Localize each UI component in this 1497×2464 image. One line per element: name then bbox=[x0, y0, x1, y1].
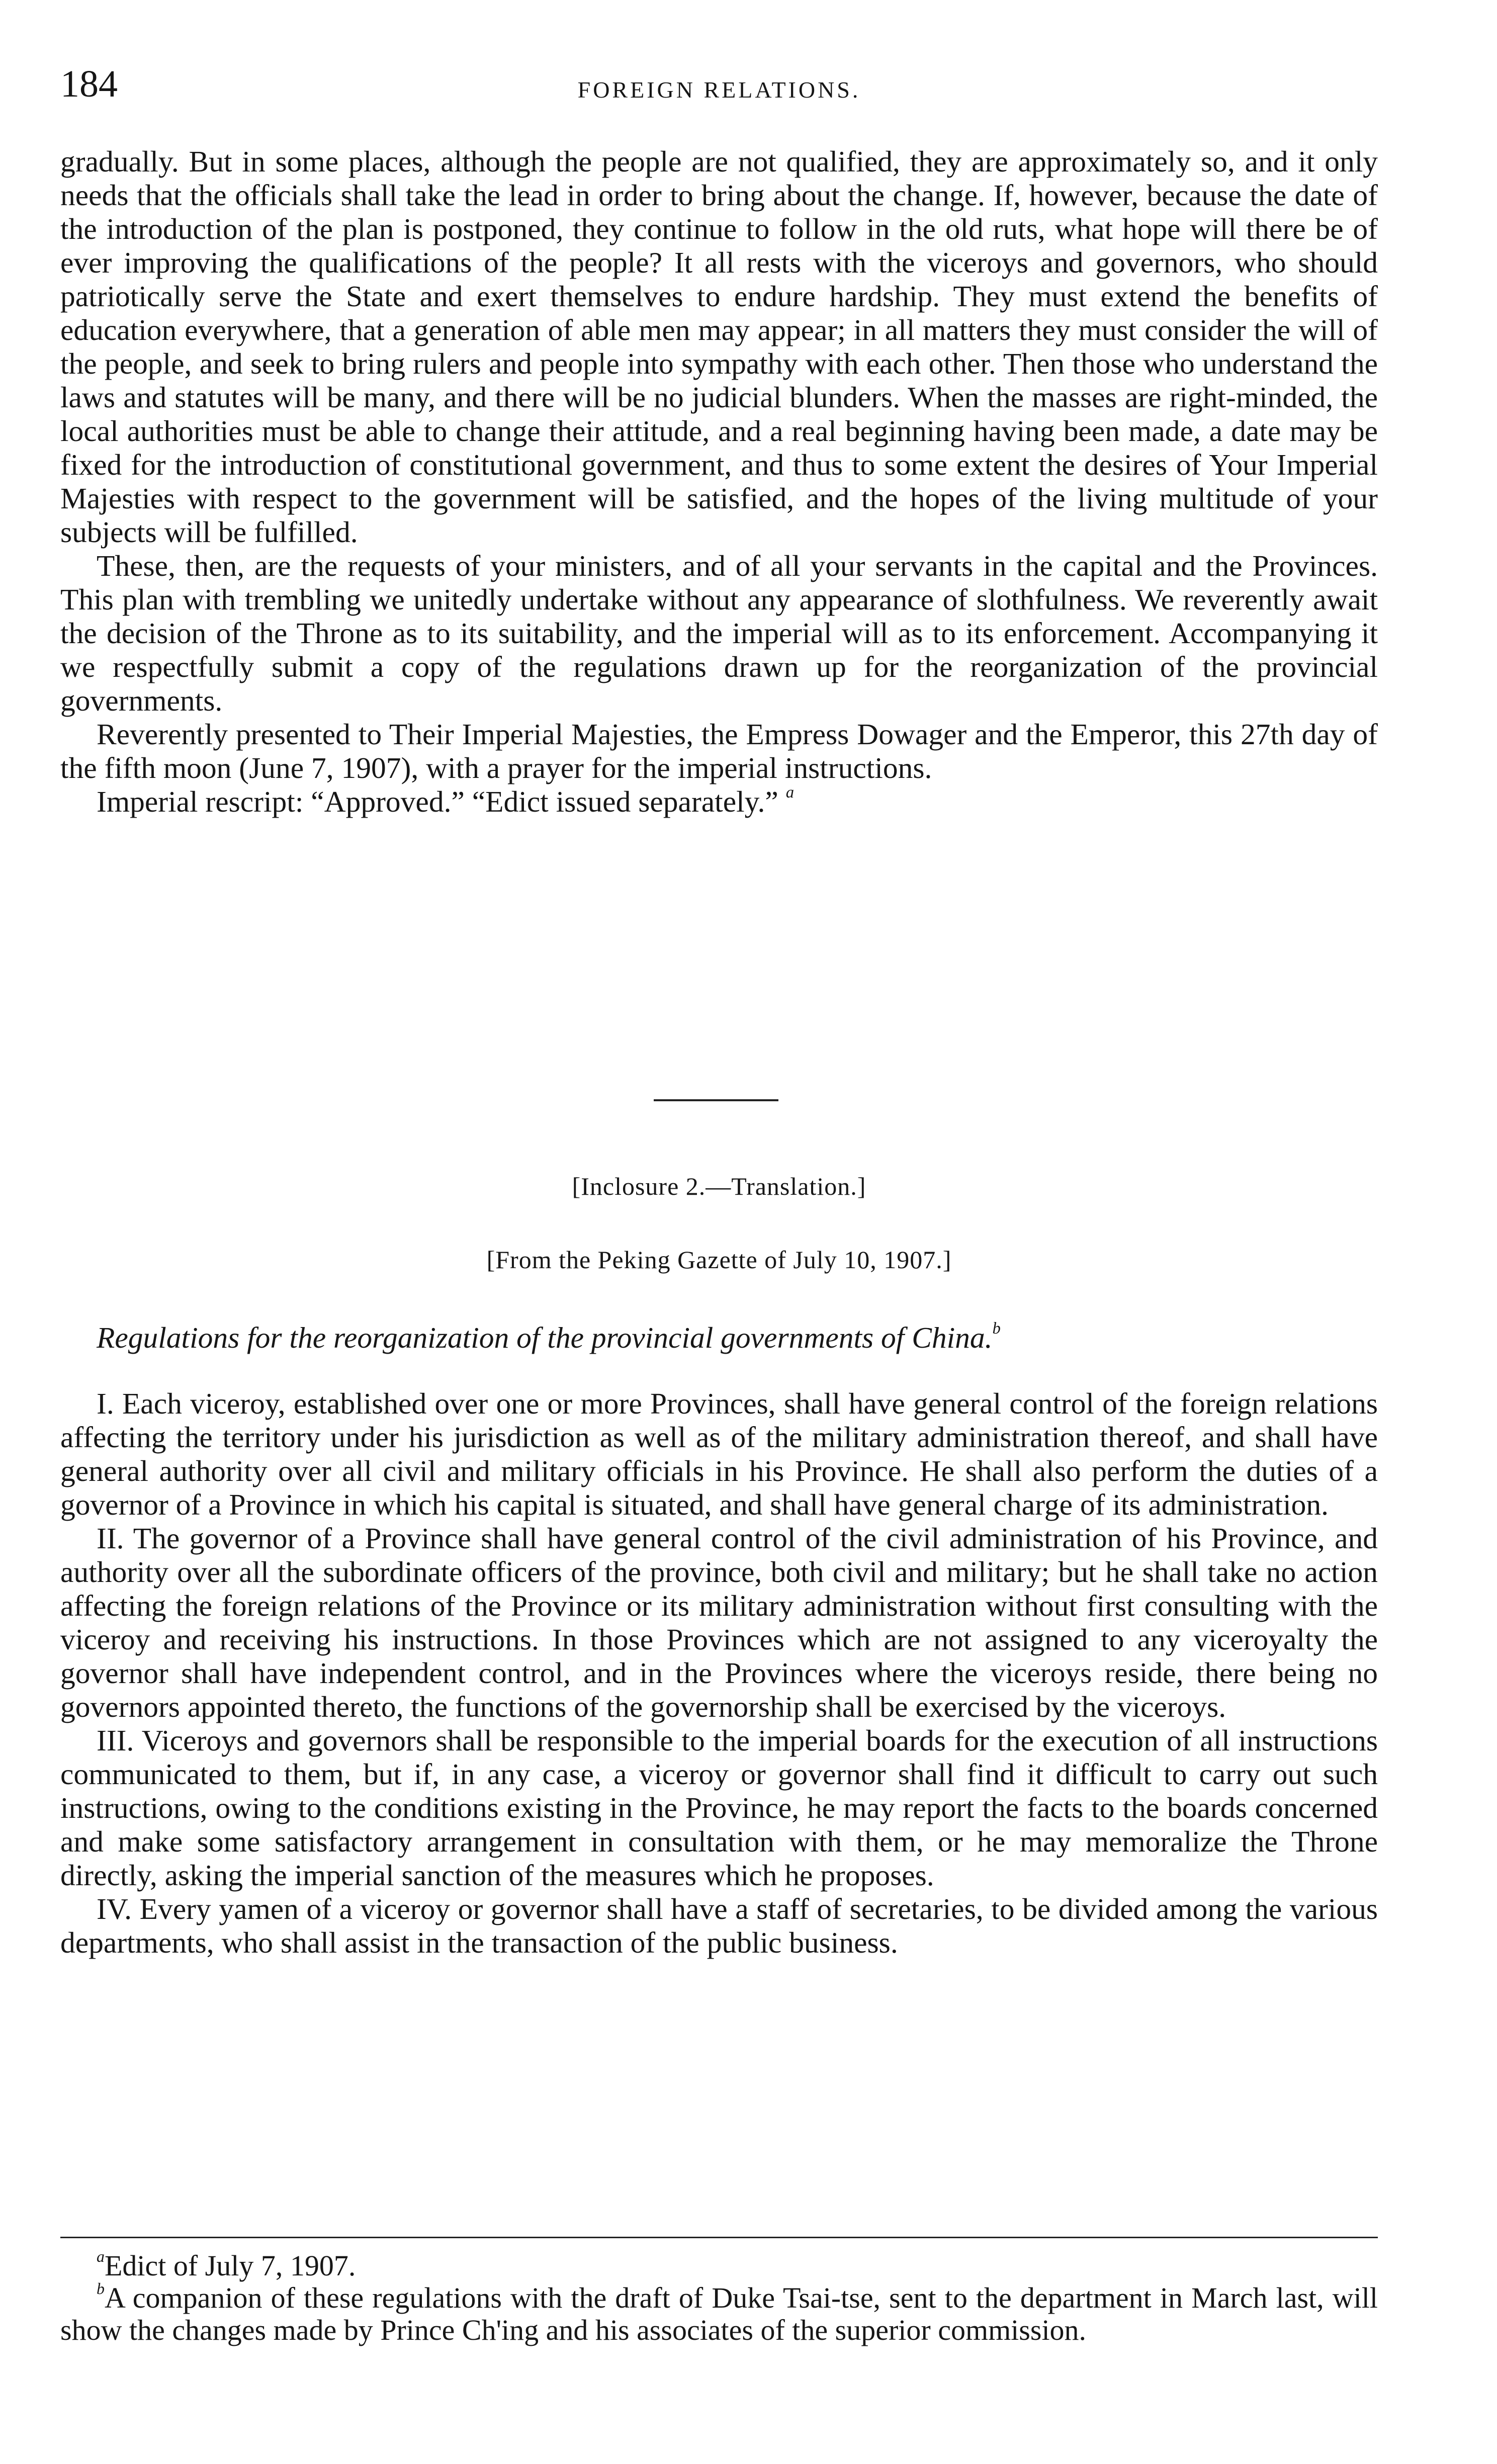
paragraph-continuation: gradually. But in some places, although the people are not qualified, they are approximately so, and it only needs that the officials shall take the lead in order to bring about the change. If, however, because the date of the introduction of the plan is postponed, they continue to follow in the old ruts, what hope will there be of ever improving the qualifications of the people? It all rests with the viceroys and governors, who should patriotically serve the State and exert themselves to endure hardship. They must extend the benefits of education everywhere, that a generation of able men may appear; in all matters they must consider the will of the people, and seek to bring rulers and people into sympathy with each other. Then those who understand the laws and statutes will be many, and there will be no judicial blunders. When the masses are right-minded, the local authorities must be able to change their attitude, and a real beginning having been made, a date may be fixed for the introduction of constitutional government, and thus to some extent the desires of Your Imperial Majesties with respect to the government will be satisfied, and the hopes of the living multitude of your subjects will be fulfilled. bbox=[60, 145, 1378, 549]
footnote-text: Edict of July 7, 1907. bbox=[104, 2249, 356, 2282]
rescript-text: Imperial rescript: “Approved.” “Edict issued separately.” bbox=[97, 785, 778, 818]
footnote bbox=[60, 2247, 1378, 2282]
inclosure-heading: [Inclosure 2.—Translation.] bbox=[572, 1172, 866, 1200]
footnotes bbox=[60, 2247, 1378, 2346]
paragraph-presentation: Reverently presented to Their Imperial Majesties, the Empress Dowager and the Emperor, this 27th day of the fifth moon (June 7, 1907), with a prayer for the imperial instructions. bbox=[60, 718, 1378, 784]
regulations-title-text: Regulations for the reorganization of the provincial governments of China. bbox=[97, 1321, 993, 1354]
footnote-ref-a: a bbox=[785, 783, 795, 802]
footnote-rule bbox=[60, 2237, 1378, 2238]
regulation-item: II. The governor of a Province shall have general control of the civil administration of his Province, and authority over all the subordinate officers of the province, both civil and military; but he shall take no action affecting the foreign relations of the Province or its military administration without first consulting with the viceroy and receiving his instructions. In those Provinces which are not assigned to any viceroyalty the governor shall have independent control, and in the Provinces where the viceroys reside, there being no governors appointed thereto, the functions of the governorship shall be exercised by the viceroys. bbox=[60, 1522, 1378, 1723]
regulation-item: I. Each viceroy, established over one or more Provinces, shall have general control of the foreign relations affecting the territory under his jurisdiction as well as of the military administration thereof, and shall have general authority over all civil and military officials in his Province. He shall also perform the duties of a governor of a Province in which his capital is situated, and shall have general charge of its administration. bbox=[60, 1387, 1378, 1521]
footnote-text: A companion of these regulations with the draft of Duke Tsai-tse, sent to the department in March last, will show the changes made by Prince Ch'ing and his associates of the superior commission. bbox=[60, 2281, 1378, 2346]
page-header bbox=[60, 62, 1378, 118]
paragraph-requests: These, then, are the requests of your ministers, and of all your servants in the capital and the Provinces. This plan with trembling we unitedly undertake without any appearance of slothfulness. We reverently await the decision of the Throne as to its suitability, and the imperial will as to its enforcement. Accompanying it we respectfully submit a copy of the regulations drawn up for the reorganization of the provincial governments. bbox=[60, 549, 1378, 717]
regulation-item: IV. Every yamen of a viceroy or governor shall have a staff of secretaries, to be divided among the various departments, who shall assist in the transaction of the public business. bbox=[60, 1892, 1378, 1959]
inclosure-source: [From the Peking Gazette of July 10, 1907.] bbox=[486, 1246, 952, 1274]
regulations-title bbox=[97, 1321, 1001, 1355]
page-number: 184 bbox=[60, 63, 118, 105]
footnote-ref-b: b bbox=[992, 1319, 1001, 1338]
regulation-item: III. Viceroys and governors shall be responsible to the imperial boards for the execution of all instructions communicated to them, but if, in any case, a viceroy or governor shall find it difficult to carry out such instructions, owing to the conditions existing in the Province, he may report the facts to the boards concerned and make some satisfactory arrangement in consultation with them, or he may memoralize the Throne directly, asking the imperial sanction of the measures which he proposes. bbox=[60, 1724, 1378, 1892]
footnote-mark: a bbox=[97, 2247, 105, 2265]
memorial-text bbox=[60, 145, 1378, 819]
paragraph-rescript bbox=[60, 785, 1378, 819]
regulations-list bbox=[60, 1387, 1378, 1960]
running-head: FOREIGN RELATIONS. bbox=[577, 77, 861, 103]
section-divider bbox=[654, 1099, 778, 1101]
footnote bbox=[60, 2279, 1378, 2346]
footnote-mark: b bbox=[97, 2279, 105, 2298]
